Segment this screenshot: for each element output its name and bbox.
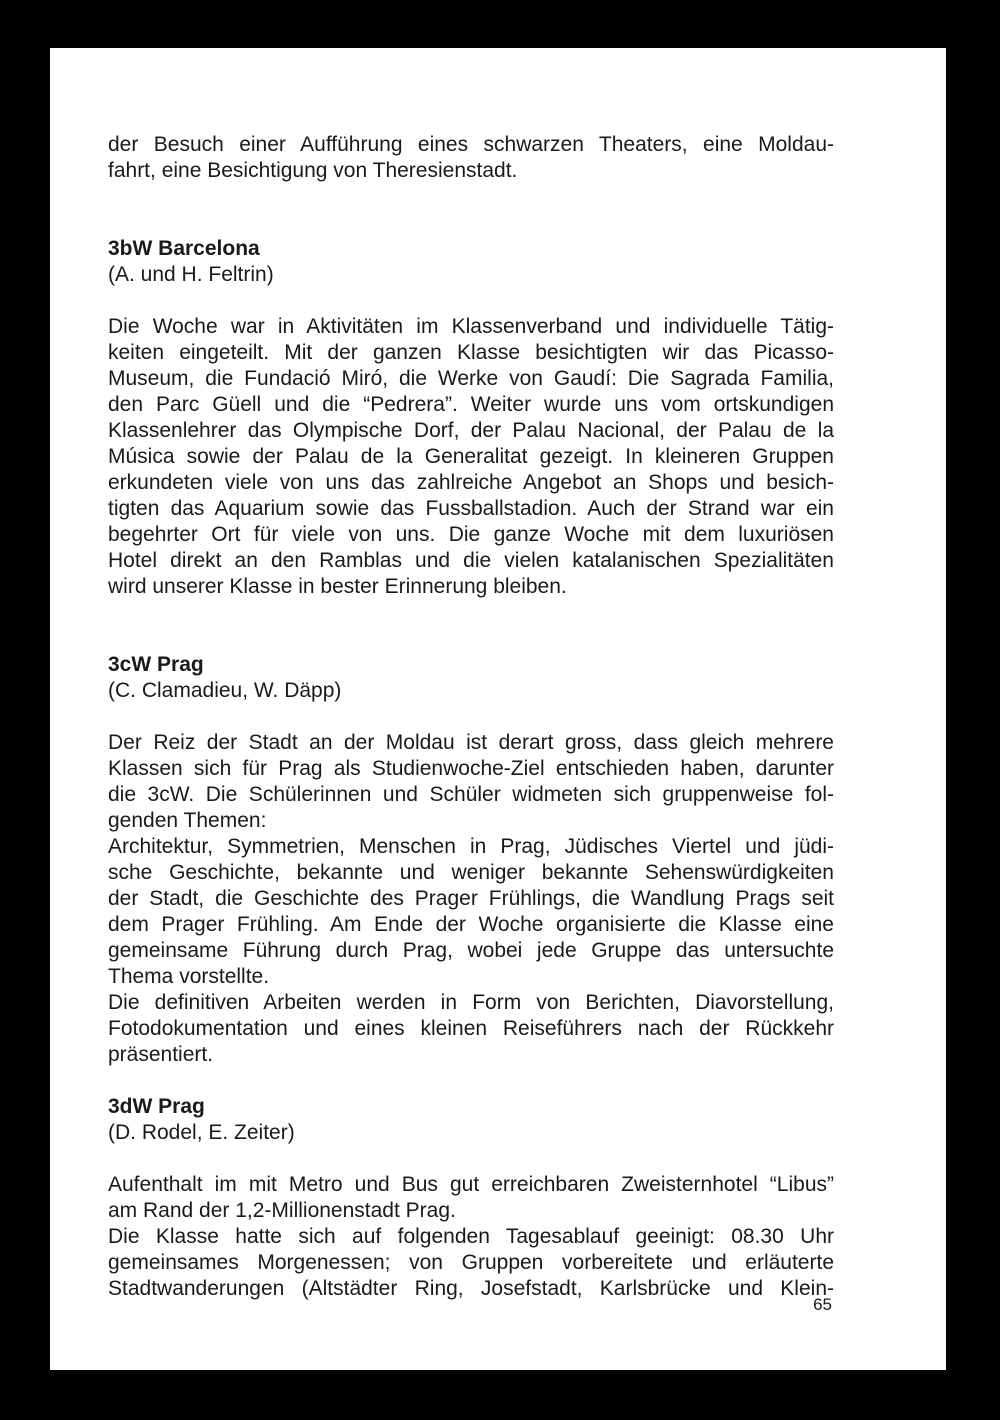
section-paragraph [108,314,834,600]
section-paragraph [108,730,834,834]
section-heading: 3dW Prag [108,1095,205,1118]
section-heading: 3bW Barcelona [108,237,260,260]
text-line: gemeinsames Morgenessen; von Gruppen vorbereitete und erläuterte [108,1251,834,1274]
text-line: den Parc Güell und die “Pedrera”. Weiter wurde uns vom ortskundigen [108,393,834,416]
section-authors: (A. und H. Feltrin) [108,263,274,286]
document-page [50,48,946,1370]
text-line: Klassen sich für Prag als Studienwoche-Ziel entschieden haben, darunter [108,757,834,780]
text-line: Aufenthalt im mit Metro und Bus gut erreichbaren Zweisternhotel “Libus” [108,1173,834,1196]
page-content [108,132,834,1302]
section-paragraph [108,834,834,990]
text-line: keiten eingeteilt. Mit der ganzen Klasse besichtigten wir das Picasso- [108,341,834,364]
section-authors: (C. Clamadieu, W. Däpp) [108,679,342,702]
text-line: Der Reiz der Stadt an der Moldau ist derart gross, dass gleich mehrere [108,731,834,754]
text-line: Stadtwanderungen (Altstädter Ring, Josefstadt, Karlsbrücke und Klein- [108,1277,834,1300]
text-line: tigten das Aquarium sowie das Fussballstadion. Auch der Strand war ein [108,497,834,520]
text-line: fahrt, eine Besichtigung von Theresienstadt. [108,159,518,182]
section-authors: (D. Rodel, E. Zeiter) [108,1121,295,1144]
intro-paragraph [108,132,834,184]
section-heading: 3cW Prag [108,653,204,676]
text-line: der Besuch einer Aufführung eines schwarzen Theaters, eine Moldau- [108,133,834,156]
text-line: dem Prager Frühling. Am Ende der Woche organisierte die Klasse eine [108,913,834,936]
text-line: am Rand der 1,2-Millionenstadt Prag. [108,1199,456,1222]
text-line: genden Themen: [108,809,267,832]
section-barcelona [108,236,834,600]
text-line: Fotodokumentation und eines kleinen Reiseführers nach der Rückkehr [108,1017,834,1040]
text-line: die 3cW. Die Schülerinnen und Schüler widmeten sich gruppenweise fol- [108,783,834,806]
text-line: präsentiert. [108,1043,214,1066]
text-line: Música sowie der Palau de la Generalitat gezeigt. In kleineren Gruppen [108,445,834,468]
text-line: Thema vorstellte. [108,965,270,988]
text-line: begehrter Ort für viele von uns. Die ganze Woche mit dem luxuriösen [108,523,834,546]
text-line: Die Woche war in Aktivitäten im Klassenverband und individuelle Tätig- [108,315,834,338]
text-line: Die Klasse hatte sich auf folgenden Tagesablauf geeinigt: 08.30 Uhr [108,1225,834,1248]
section-paragraph [108,990,834,1068]
section-paragraph [108,1172,834,1224]
section-3cw-prag [108,652,834,1068]
section-paragraph [108,1224,834,1302]
text-line: Klassenlehrer das Olympische Dorf, der Palau Nacional, der Palau de la [108,419,834,442]
page-number: 65 [813,1295,832,1314]
text-line: erkundeten viele von uns das zahlreiche Angebot an Shops und besich- [108,471,834,494]
text-line: Architektur, Symmetrien, Menschen in Prag, Jüdisches Viertel und jüdi- [108,835,834,858]
text-line: der Stadt, die Geschichte des Prager Frühlings, die Wandlung Prags seit [108,887,834,910]
text-line: sche Geschichte, bekannte und weniger bekannte Sehenswürdigkeiten [108,861,834,884]
text-line: wird unserer Klasse in bester Erinnerung bleiben. [108,575,567,598]
text-line: Museum, die Fundació Miró, die Werke von Gaudí: Die Sagrada Familia, [108,367,834,390]
section-3dw-prag [108,1094,834,1302]
text-line: Hotel direkt an den Ramblas und die vielen katalanischen Spezialitäten [108,549,834,572]
text-line: gemeinsame Führung durch Prag, wobei jede Gruppe das untersuchte [108,939,834,962]
text-line: Die definitiven Arbeiten werden in Form von Berichten, Diavorstellung, [108,991,834,1014]
